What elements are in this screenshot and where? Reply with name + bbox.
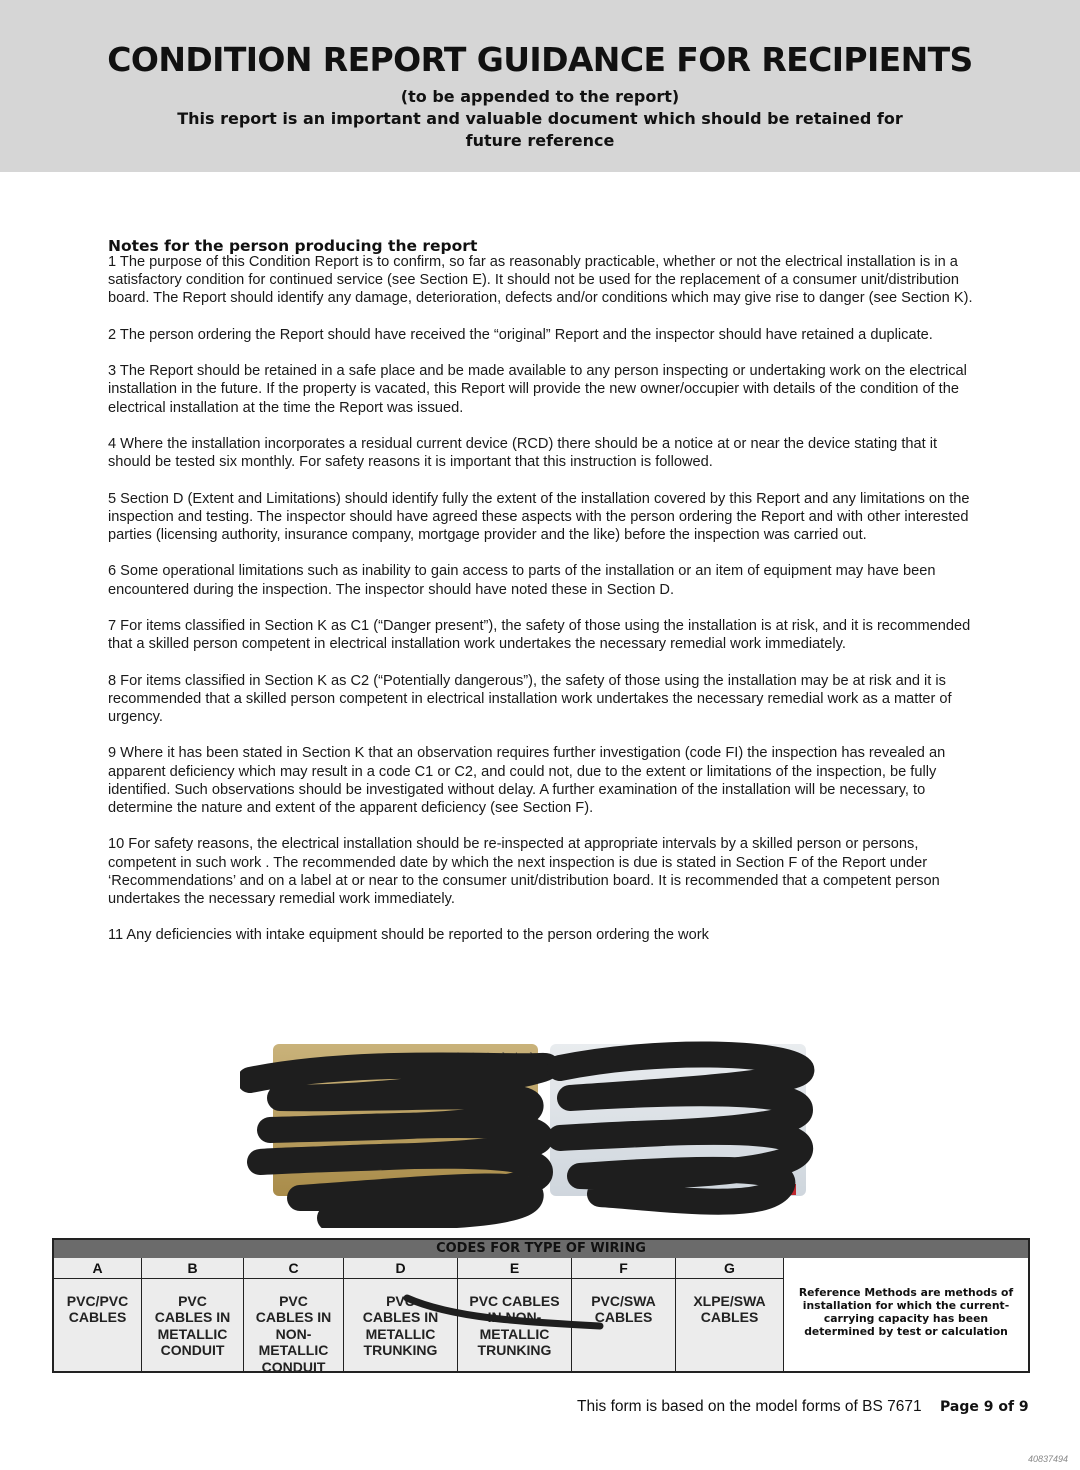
card-right-text: ing Industry — [750, 1052, 787, 1059]
note-item: 2 The person ordering the Report should have received the “original” Report and the inspector should have retained a duplicate. — [108, 326, 933, 343]
table-redaction-scribble — [52, 1238, 1030, 1373]
wiring-code-letter: G — [676, 1258, 783, 1279]
note-item: 7 For items classified in Section K as C1 (“Danger present”), the safety of those using the installation is at risk, and it is recommended that a skilled person competent in electrical installation work undertakes the necessary remedial work immediately. — [108, 617, 971, 653]
page-number: Page 9 of 9 — [940, 1399, 1029, 1415]
wiring-code-letter: B — [142, 1258, 243, 1279]
wiring-code-desc: PVC CABLES IN METALLIC TRUNKING — [362, 1293, 439, 1359]
note-item: 1 The purpose of this Condition Report is to confirm, so far as reasonably practicable, whether or not the electrical installation is in a satisfactory condition for continued service (see Section E). It should not be used for the replacement of a consumer unit/distribution board. The Report should identify any damage, deterioration, defects and/or conditions which may give rise to danger (see Section K). — [108, 254, 973, 307]
page-header — [0, 0, 1080, 172]
note-item: 4 Where the installation incorporates a residual current device (RCD) there should be a notice at or near the device stating that it should be tested six monthly. For safety reasons it is important that this instruction is followed. — [108, 435, 938, 471]
wiring-code-desc: PVC/PVC CABLES — [66, 1293, 129, 1326]
wiring-code-desc: XLPE/SWA CABLES — [693, 1293, 766, 1326]
wiring-code-letter: C — [244, 1258, 343, 1279]
card-left-text: electrotechnical — [451, 1052, 533, 1063]
note-item: 11 Any deficiencies with intake equipment should be reported to the person ordering the work — [108, 927, 709, 944]
redaction-scribble — [240, 1038, 820, 1228]
wiring-code-letter: F — [572, 1258, 675, 1279]
note-item: 9 Where it has been stated in Section K that an observation requires further investigation (code FI) the inspection has revealed an apparent deficiency which may result in a code C1 or C2, and could not, due to the extent or limitations of the inspection, be fully identified. Such observations should be investigated without delay. A further examination of the installation will be necessary, to determine the nature and extent of the apparent deficiency (see Section F). — [108, 745, 946, 816]
wiring-code-letter: A — [54, 1258, 141, 1279]
wiring-table-caption: CODES FOR TYPE OF WIRING — [54, 1240, 1028, 1258]
wiring-code-desc: PVC CABLES IN NON-METALLIC CONDUIT — [255, 1293, 332, 1375]
wiring-code-desc: PVC CABLES IN NON-METALLIC TRUNKING — [469, 1293, 560, 1359]
bs7671-footer-note: This form is based on the model forms of BS 7671 — [577, 1398, 922, 1415]
subtitle-line-3: future reference — [465, 131, 615, 150]
reference-methods-note: Reference Methods are methods of installation for which the current-carrying capacity has been determined by test or calculation — [798, 1286, 1014, 1338]
notes-heading: Notes for the person producing the report — [108, 237, 478, 255]
wiring-code-desc: PVC CABLES IN METALLIC CONDUIT — [154, 1293, 231, 1359]
wiring-code-letter: E — [458, 1258, 571, 1279]
wiring-code-letter: D — [344, 1258, 457, 1279]
page-title: CONDITION REPORT GUIDANCE FOR RECIPIENTS — [107, 40, 973, 79]
note-item: 10 For safety reasons, the electrical installation should be re-inspected at appropriate intervals by a skilled person or persons, competent in such work . The recommended date by which the next inspection is due is stated in Section F of the Report under ‘Recommendations’ and on a label at or near to the consumer unit/distribution board. It is recommended that a competent person undertakes the necessary remedial work immediately. — [108, 836, 940, 907]
subtitle-line-2: This report is an important and valuable document which should be retained for — [177, 109, 903, 128]
note-item: 8 For items classified in Section K as C2 (“Potentially dangerous”), the safety of those using the installation may be at risk and it is recommended that a skilled person competent in electrical installation work undertakes the necessary remedial work as a matter of urgency. — [108, 672, 952, 725]
unite-logo: unite — [768, 1184, 796, 1195]
redacted-id-cards — [240, 1038, 820, 1228]
note-item: 3 The Report should be retained in a safe place and be made available to any person inspecting or undertaking work on the electrical installation in the future. If the property is vacated, this Report will provide the new owner/occupier with details of the condition of the electrical installation at the time the Report was issued. — [108, 363, 967, 416]
note-item: 6 Some operational limitations such as inability to gain access to parts of the installation or an item of equipment may have been encountered during the inspection. The inspector should have noted these in Section D. — [108, 563, 936, 598]
page-subtitle — [160, 86, 920, 152]
subtitle-line-1: (to be appended to the report) — [400, 87, 680, 106]
wiring-code-desc: PVC/SWA CABLES — [591, 1293, 656, 1326]
note-item: 5 Section D (Extent and Limitations) should identify fully the extent of the installation covered by this Report and any limitations on the inspection and testing. The inspector should have agreed these aspects with the person ordering the Report and with other interested parties (licensing authority, insurance company, mortgage provider and the like) before the inspection was carried out. — [108, 490, 970, 543]
document-id: 40837494 — [1028, 1454, 1069, 1464]
notes-list — [108, 253, 978, 963]
